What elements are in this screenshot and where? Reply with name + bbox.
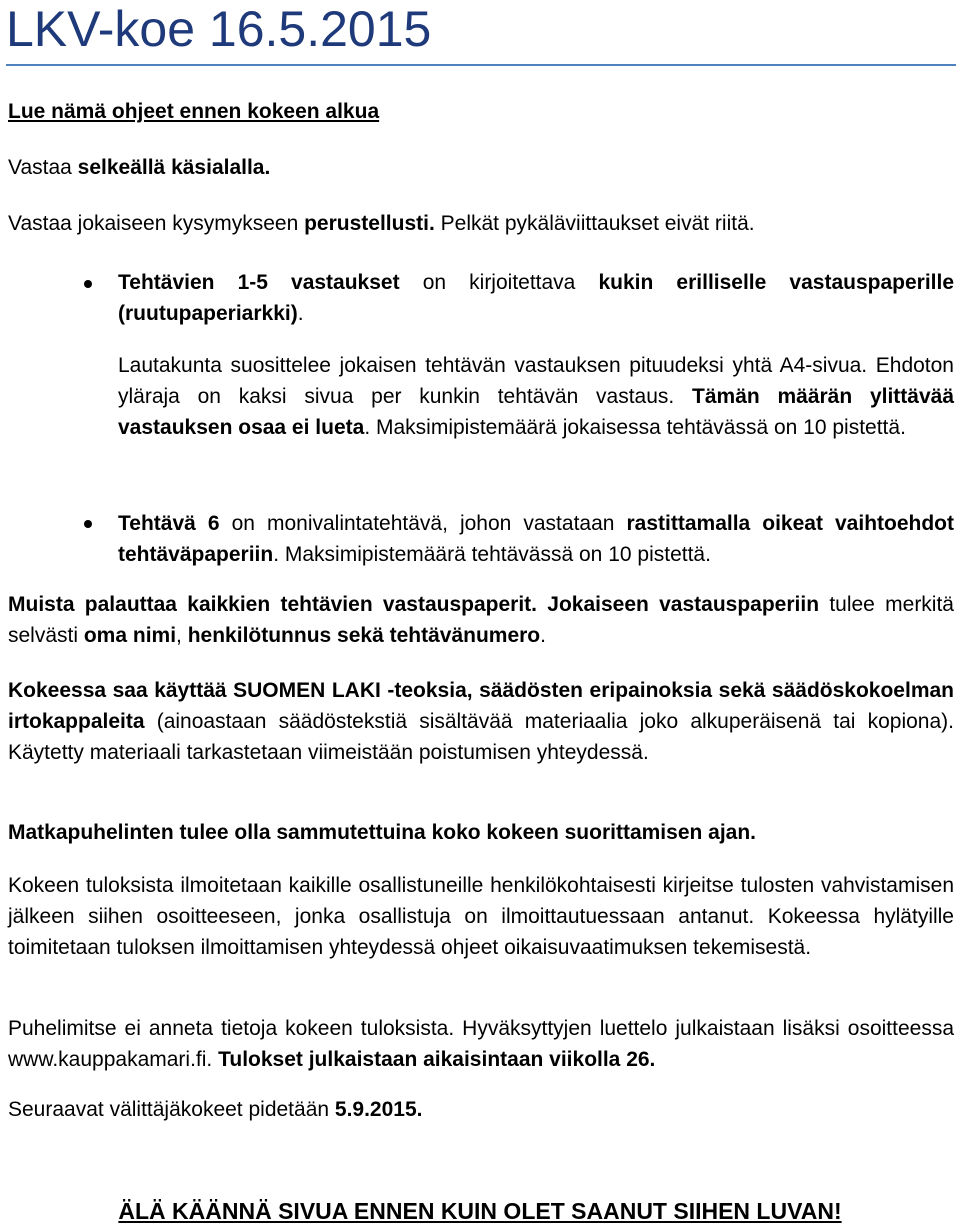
bullet-icon xyxy=(84,280,92,288)
text-span: Lautakunta suosittelee jokaisen tehtävän vastauksen pituudeksi yhtä A4-sivua. Ehdoton yläraja on kaksi sivua per kunkin tehtävän vastaus. xyxy=(118,354,954,408)
text-span: , xyxy=(176,624,188,647)
text-span: Puhelimitse ei anneta tietoja kokeen tuloksista. Hyväksyttyjen luettelo julkaistaan lisäksi osoitteessa www.kauppakamari.fi. xyxy=(8,1017,954,1071)
paragraph-allowed-materials xyxy=(8,675,954,768)
bold-span: 5.9.2015. xyxy=(334,1098,423,1121)
bullet-tasks-1-5-details xyxy=(118,350,954,443)
text-span: . Maksimipistemäärä jokaisessa tehtävässä on 10 pistettä. xyxy=(364,416,906,439)
instructions-heading xyxy=(8,96,954,127)
paragraph-results-notice xyxy=(8,870,954,963)
bold-span: Tehtävien 1-5 vastaukset xyxy=(118,271,400,294)
bullet-tasks-1-5 xyxy=(118,267,954,329)
text-span: Seuraavat välittäjäkokeet pidetään xyxy=(8,1098,335,1121)
text-span: Vastaa jokaiseen kysymykseen xyxy=(8,212,305,235)
paragraph-results-publishing xyxy=(8,1013,954,1075)
text-span: . xyxy=(540,624,546,647)
text-span: . Maksimipistemäärä tehtävässä on 10 pistettä. xyxy=(273,543,711,566)
instructions-heading-text: Lue nämä ohjeet ennen kokeen alkua xyxy=(8,100,380,123)
bottom-warning: ÄLÄ KÄÄNNÄ SIVUA ENNEN KUIN OLET SAANUT SIIHEN LUVAN! xyxy=(118,1198,842,1224)
bold-span: rastittamalla oikeat vaihtoehdot tehtäväpaperiin xyxy=(118,512,954,566)
text-span: tulee merkitä selvästi xyxy=(8,593,954,647)
bold-span: Kokeessa saa käyttää SUOMEN LAKI -teoksia, säädösten eripainoksia sekä säädöskokoelman irtokappaleita xyxy=(8,679,954,733)
bold-span: Tehtävä 6 xyxy=(118,512,220,535)
bullet-icon xyxy=(84,520,92,528)
bold-span: henkilötunnus sekä tehtävänumero xyxy=(187,624,541,647)
text-span: on monivalintatehtävä, johon vastataan xyxy=(219,512,627,535)
paragraph-justify-answers xyxy=(8,208,954,239)
text-span: (ainoastaan säädöstekstiä sisältävää materiaalia joko alkuperäisenä tai kopiona). Käytetty materiaali tarkastetaan viimeistään poistumisen yhteydessä. xyxy=(8,710,954,764)
paragraph-next-exam xyxy=(8,1094,954,1125)
bold-span: oma nimi xyxy=(83,624,177,647)
title-divider xyxy=(6,64,956,66)
text-span: Vastaa xyxy=(8,156,78,179)
text-span: Pelkät pykäläviittaukset eivät riitä. xyxy=(434,212,755,235)
bold-span: Muista palauttaa kaikkien tehtävien vastauspaperit. Jokaiseen vastauspaperiin xyxy=(8,593,820,616)
bold-span: Tulokset julkaistaan aikaisintaan viikolla 26. xyxy=(218,1048,656,1071)
bold-span: Tämän määrän ylittävää vastauksen osaa ei lueta xyxy=(118,385,955,439)
bold-span: Matkapuhelinten tulee olla sammutettuina koko kokeen suorittamisen ajan. xyxy=(8,821,757,844)
bold-span: selkeällä käsialalla. xyxy=(77,156,271,179)
text-span: . xyxy=(297,302,304,325)
text-span: Kokeen tuloksista ilmoitetaan kaikille osallistuneille henkilökohtaisesti kirjeitse tulosten vahvistamisen jälkeen siihen osoitteeseen, jonka osallistuja on ilmoittautuessaan antanut. Kokeessa hylätyille toimitetaan tuloksen ilmoittamisen yhteydessä ohjeet oikaisuvaatimuksen tekemisestä. xyxy=(8,874,954,959)
bold-span: kukin erilliselle vastauspaperille (ruutupaperiarkki) xyxy=(118,271,954,325)
bullet-task-6 xyxy=(118,508,954,570)
bold-span: perustellusti. xyxy=(304,212,435,235)
paragraph-handwriting xyxy=(8,152,954,183)
paragraph-return-papers xyxy=(8,589,954,651)
paragraph-mobile-phones xyxy=(8,817,954,848)
text-span: on kirjoitettava xyxy=(399,271,599,294)
page-title: LKV-koe 16.5.2015 xyxy=(6,1,432,57)
